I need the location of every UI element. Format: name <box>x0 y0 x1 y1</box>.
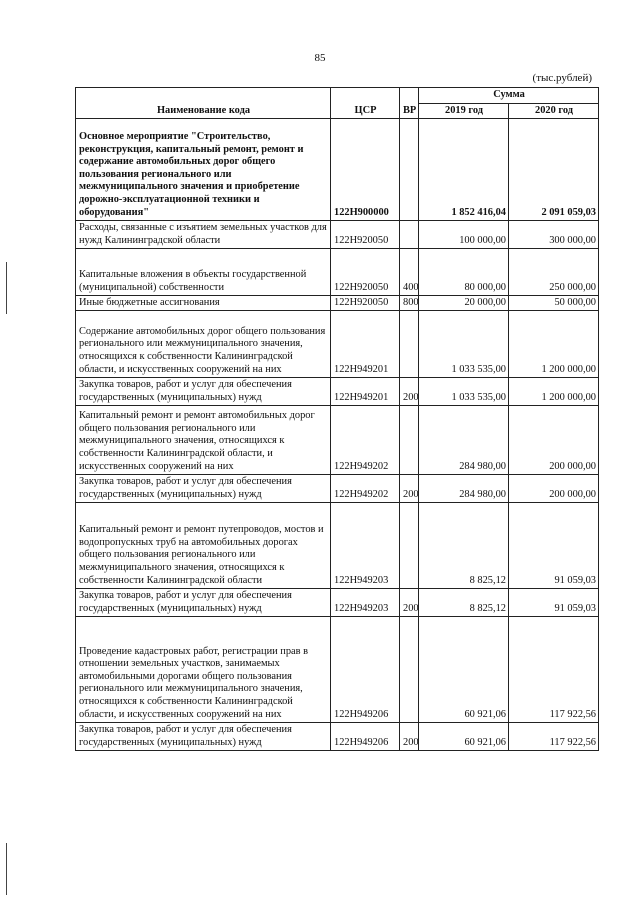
row-name: Закупка товаров, работ и услуг для обеспечения государственных (муниципальных) нужд <box>76 589 331 617</box>
header-2020: 2020 год <box>509 103 599 119</box>
row-vr: 200 <box>400 589 419 617</box>
header-2019: 2019 год <box>419 103 509 119</box>
row-name: Проведение кадастровых работ, регистрации прав в отношении земельных участков, занимаемых автомобильными дорогами общего пользования регионального или межмуниципального значения, относящихся к собственности Калининградской области, и искусственных сооружений на них <box>76 617 331 723</box>
row-2020: 300 000,00 <box>509 221 599 249</box>
row-csr: 122Н949202 <box>331 406 400 475</box>
header-sum: Сумма <box>419 88 599 104</box>
header-name: Наименование кода <box>76 88 331 119</box>
row-2020: 200 000,00 <box>509 406 599 475</box>
row-name: Капитальные вложения в объекты государственной (муниципальной) собственности <box>76 249 331 296</box>
row-csr: 122Н920050 <box>331 296 400 311</box>
row-vr: 400 <box>400 249 419 296</box>
page-number: 85 <box>314 52 326 64</box>
row-2019: 1 033 535,00 <box>419 311 509 378</box>
margin-mark <box>6 843 7 895</box>
table-row <box>76 406 599 475</box>
table-row <box>76 249 599 296</box>
row-csr: 122Н920050 <box>331 221 400 249</box>
row-2020: 50 000,00 <box>509 296 599 311</box>
table-row <box>76 119 599 221</box>
row-2020: 91 059,03 <box>509 503 599 589</box>
table-row <box>76 296 599 311</box>
table-row <box>76 378 599 406</box>
table-row <box>76 221 599 249</box>
margin-mark <box>6 262 7 314</box>
row-csr: 122Н949203 <box>331 503 400 589</box>
row-csr: 122Н949202 <box>331 475 400 503</box>
row-name: Закупка товаров, работ и услуг для обеспечения государственных (муниципальных) нужд <box>76 378 331 406</box>
row-2019: 60 921,06 <box>419 617 509 723</box>
row-name: Расходы, связанные с изъятием земельных участков для нужд Калининградской области <box>76 221 331 249</box>
row-csr: 122Н949203 <box>331 589 400 617</box>
table-row <box>76 311 599 378</box>
row-2020: 250 000,00 <box>509 249 599 296</box>
row-name: Иные бюджетные ассигнования <box>76 296 331 311</box>
row-name: Закупка товаров, работ и услуг для обеспечения государственных (муниципальных) нужд <box>76 723 331 751</box>
row-csr: 122Н949206 <box>331 617 400 723</box>
row-vr: 800 <box>400 296 419 311</box>
row-name: Закупка товаров, работ и услуг для обеспечения государственных (муниципальных) нужд <box>76 475 331 503</box>
row-csr: 122Н920050 <box>331 249 400 296</box>
row-2020: 1 200 000,00 <box>509 378 599 406</box>
row-vr <box>400 617 419 723</box>
table-row <box>76 475 599 503</box>
row-vr <box>400 503 419 589</box>
row-2020: 200 000,00 <box>509 475 599 503</box>
row-2020: 1 200 000,00 <box>509 311 599 378</box>
table-row <box>76 723 599 751</box>
row-name: Капитальный ремонт и ремонт автомобильных дорог общего пользования регионального или межмуниципального значения, относящихся к собственности Калининградской области, и искусственных сооружений на них <box>76 406 331 475</box>
row-name: Содержание автомобильных дорог общего пользования регионального или межмуниципального значения, относящихся к собственности Калининградской области, и искусственных сооружений на них <box>76 311 331 378</box>
row-name: Капитальный ремонт и ремонт путепроводов, мостов и водопропускных труб на автомобильных дорогах общего пользования регионального или межмуниципального значения, относящихся к собственности Калининградской области <box>76 503 331 589</box>
row-2019: 1 852 416,04 <box>419 119 509 221</box>
row-2020: 2 091 059,03 <box>509 119 599 221</box>
row-2020: 117 922,56 <box>509 723 599 751</box>
row-2019: 80 000,00 <box>419 249 509 296</box>
row-2019: 8 825,12 <box>419 589 509 617</box>
row-2019: 100 000,00 <box>419 221 509 249</box>
row-2020: 117 922,56 <box>509 617 599 723</box>
budget-table <box>75 87 599 751</box>
row-2019: 8 825,12 <box>419 503 509 589</box>
row-vr: 200 <box>400 378 419 406</box>
row-2019: 284 980,00 <box>419 475 509 503</box>
row-csr: 122Н949201 <box>331 311 400 378</box>
table-row <box>76 589 599 617</box>
table-row <box>76 503 599 589</box>
row-vr <box>400 311 419 378</box>
row-vr: 200 <box>400 475 419 503</box>
row-2019: 20 000,00 <box>419 296 509 311</box>
row-csr: 122Н949206 <box>331 723 400 751</box>
row-csr: 122Н900000 <box>331 119 400 221</box>
row-2019: 284 980,00 <box>419 406 509 475</box>
header-csr: ЦСР <box>331 88 400 119</box>
row-vr <box>400 221 419 249</box>
row-vr <box>400 119 419 221</box>
row-vr: 200 <box>400 723 419 751</box>
row-name: Основное мероприятие "Строительство, реконструкция, капитальный ремонт, ремонт и содержание автомобильных дорог общего пользования регионального или межмуниципального значения и приобретение дорожно-эксплуатационной техники и оборудования" <box>76 119 331 221</box>
row-2019: 1 033 535,00 <box>419 378 509 406</box>
row-2020: 91 059,03 <box>509 589 599 617</box>
units-label: (тыс.рублей) <box>532 72 592 84</box>
header-vr: ВР <box>400 88 419 119</box>
table-row <box>76 617 599 723</box>
row-csr: 122Н949201 <box>331 378 400 406</box>
row-vr <box>400 406 419 475</box>
row-2019: 60 921,06 <box>419 723 509 751</box>
